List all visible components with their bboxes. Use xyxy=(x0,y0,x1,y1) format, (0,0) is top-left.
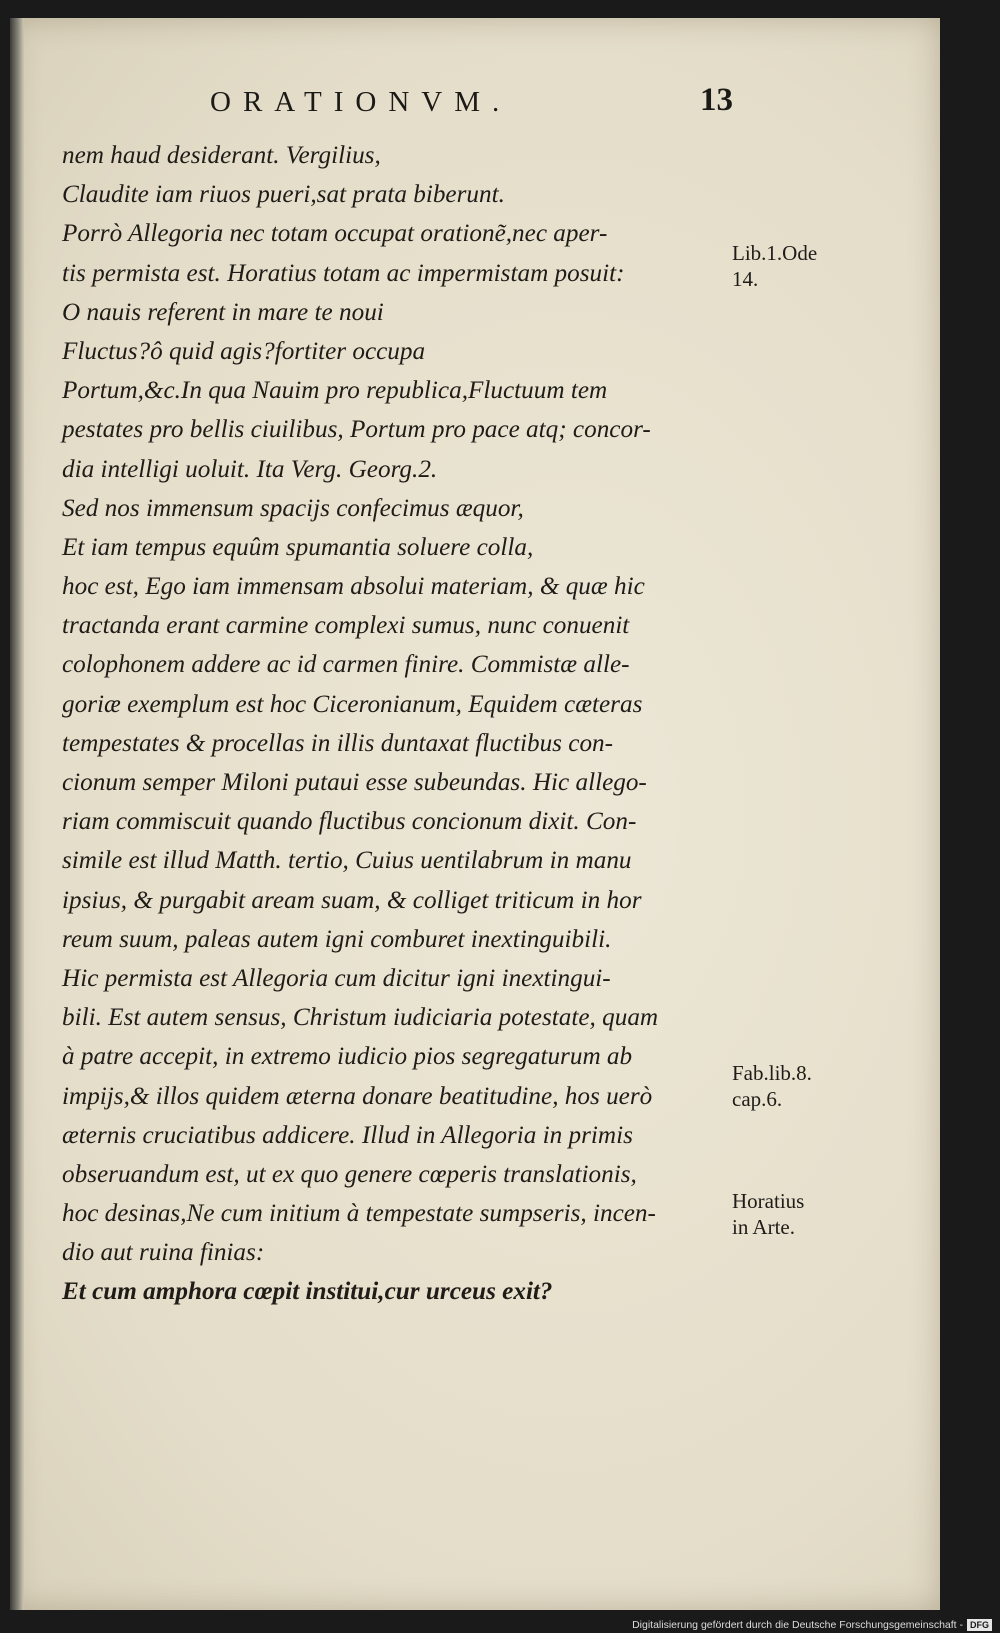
text-line: obseruandum est, ut ex quo genere cœperis translationis, xyxy=(62,1160,637,1188)
text-line: pestates pro bellis ciuilibus, Portum pro pace atq; concor- xyxy=(62,416,651,444)
text-line: dio aut ruina finias: xyxy=(62,1239,265,1267)
text-line: Porrò Allegoria nec totam occupat oratione͂,nec aper- xyxy=(62,220,608,248)
text-line: tis permista est. Horatius totam ac impermistam posuit: xyxy=(62,259,625,287)
text-line: Et cum amphora cœpit institui,cur urceus exit? xyxy=(62,1278,553,1306)
text-line: bili. Est autem sensus, Christum iudiciaria potestate, quam xyxy=(62,1004,659,1032)
footer-credit: Digitalisierung gefördert durch die Deutsche Forschungsgemeinschaft - xyxy=(632,1619,963,1631)
text-line: dia intelligi uoluit. Ita Verg. Georg.2. xyxy=(62,455,438,483)
text-line: à patre accepit, in extremo iudicio pios segregaturum ab xyxy=(62,1043,633,1071)
text-line: æternis cruciatibus addicere. Illud in Allegoria in primis xyxy=(62,1121,633,1149)
text-line: Portum,&c.In qua Nauim pro republica,Fluctuum tem xyxy=(62,377,608,405)
running-head-title: ORATIONVM. xyxy=(210,86,512,118)
page-gutter xyxy=(10,18,24,1610)
text-line: nem haud desiderant. Vergilius, xyxy=(62,142,381,169)
text-line: colophonem addere ac id carmen finire. Commistæ alle- xyxy=(62,651,630,679)
margin-note-ode: Lib.1.Ode 14. xyxy=(732,241,818,291)
body-text xyxy=(62,136,742,1312)
text-line: hoc est, Ego iam immensam absolui materiam, & quæ hic xyxy=(62,573,645,601)
running-head xyxy=(210,78,733,128)
text-line: impijs,& illos quidem æterna donare beatitudine, hos uerò xyxy=(62,1082,653,1110)
page-number: 13 xyxy=(700,82,733,118)
text-line: cionum semper Miloni putaui esse subeundas. Hic allego- xyxy=(62,769,647,796)
book-page xyxy=(10,18,940,1610)
margin-note-fab: Fab.lib.8. cap.6. xyxy=(732,1061,812,1111)
margin-notes xyxy=(732,18,932,1610)
text-line: Et iam tempus equûm spumantia soluere colla, xyxy=(62,533,534,561)
text-line: hoc desinas,Ne cum initium à tempestate sumpseris, incen- xyxy=(62,1200,656,1228)
text-line: Fluctus?ô quid agis?fortiter occupa xyxy=(62,337,426,365)
text-line: simile est illud Matth. tertio, Cuius uentilabrum in manu xyxy=(62,847,632,875)
text-line: tempestates & procellas in illis duntaxat fluctibus con- xyxy=(62,729,614,757)
text-line: goriæ exemplum est hoc Ciceronianum, Equidem cæteras xyxy=(62,690,643,718)
text-line: ipsius, & purgabit aream suam, & colliget triticum in hor xyxy=(62,886,642,914)
text-line: Hic permista est Allegoria cum dicitur igni inextingui- xyxy=(62,964,611,992)
digitization-footer xyxy=(632,1619,992,1631)
dfg-logo: DFG xyxy=(967,1619,992,1631)
text-line: tractanda erant carmine complexi sumus, nunc conuenit xyxy=(62,612,630,640)
text-line: riam commiscuit quando fluctibus concionum dixit. Con- xyxy=(62,808,637,836)
text-line: reum suum, paleas autem igni comburet inextinguibili. xyxy=(62,925,612,953)
text-line: O nauis referent in mare te noui xyxy=(62,298,384,326)
text-line: Sed nos immensum spacijs confecimus æquor, xyxy=(62,494,524,522)
margin-note-horatius: Horatius in Arte. xyxy=(732,1189,805,1239)
text-line: Claudite iam riuos pueri,sat prata biberunt. xyxy=(62,181,505,209)
